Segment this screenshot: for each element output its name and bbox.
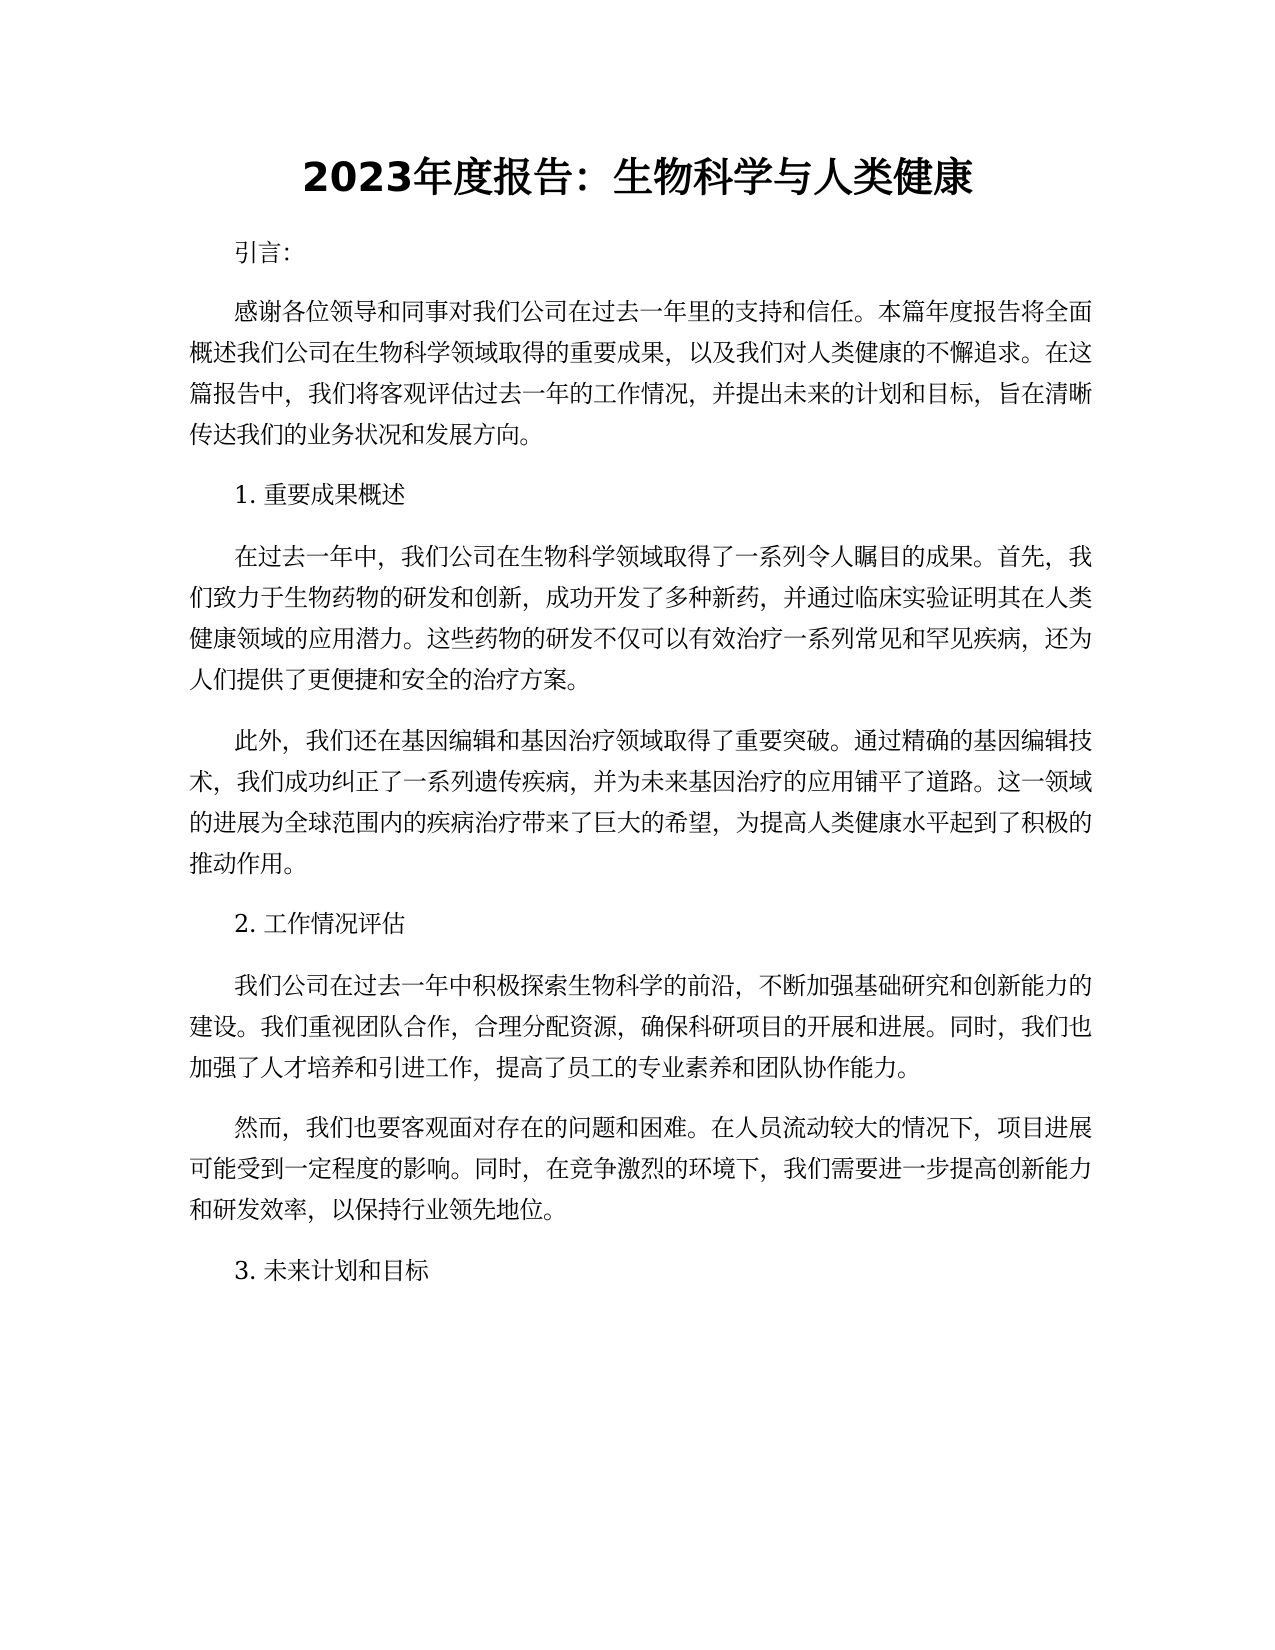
section-1-paragraph-1: 在过去一年中，我们公司在生物科学领域取得了一系列令人瞩目的成果。首先，我们致力于生物药物的研发和创新，成功开发了多种新药，并通过临床实验证明其在人类健康领域的应用潜力。这些药物的研发不仅可以有效治疗一系列常见和罕见疾病，还为人们提供了更便捷和安全的治疗方案。 <box>189 543 1092 694</box>
section-2-paragraph-2: 然而，我们也要客观面对存在的问题和困难。在人员流动较大的情况下，项目进展可能受到一定程度的影响。同时，在竞争激烈的环境下，我们需要进一步提高创新能力和研发效率，以保持行业领先地位。 <box>189 1114 1092 1224</box>
section-1-heading: 1. 重要成果概述 <box>234 481 405 509</box>
section-1-paragraph-2: 此外，我们还在基因编辑和基因治疗领域取得了重要突破。通过精确的基因编辑技术，我们成功纠正了一系列遗传疾病，并为未来基因治疗的应用铺平了道路。这一领域的进展为全球范围内的疾病治疗带来了巨大的希望，为提高人类健康水平起到了积极的推动作用。 <box>189 727 1092 878</box>
section-3-heading: 3. 未来计划和目标 <box>234 1257 429 1285</box>
section-2-heading: 2. 工作情况评估 <box>234 910 405 938</box>
document-title: 2023年度报告：生物科学与人类健康 <box>301 155 974 201</box>
section-2-paragraph-1: 我们公司在过去一年中积极探索生物科学的前沿，不断加强基础研究和创新能力的建设。我们重视团队合作，合理分配资源，确保科研项目的开展和进展。同时，我们也加强了人才培养和引进工作，提高了员工的专业素养和团队协作能力。 <box>189 972 1092 1082</box>
intro-heading: 引言： <box>234 239 305 267</box>
intro-paragraph: 感谢各位领导和同事对我们公司在过去一年里的支持和信任。本篇年度报告将全面概述我们公司在生物科学领域取得的重要成果，以及我们对人类健康的不懈追求。在这篇报告中，我们将客观评估过去一年的工作情况，并提出未来的计划和目标，旨在清晰传达我们的业务状况和发展方向。 <box>189 298 1092 449</box>
